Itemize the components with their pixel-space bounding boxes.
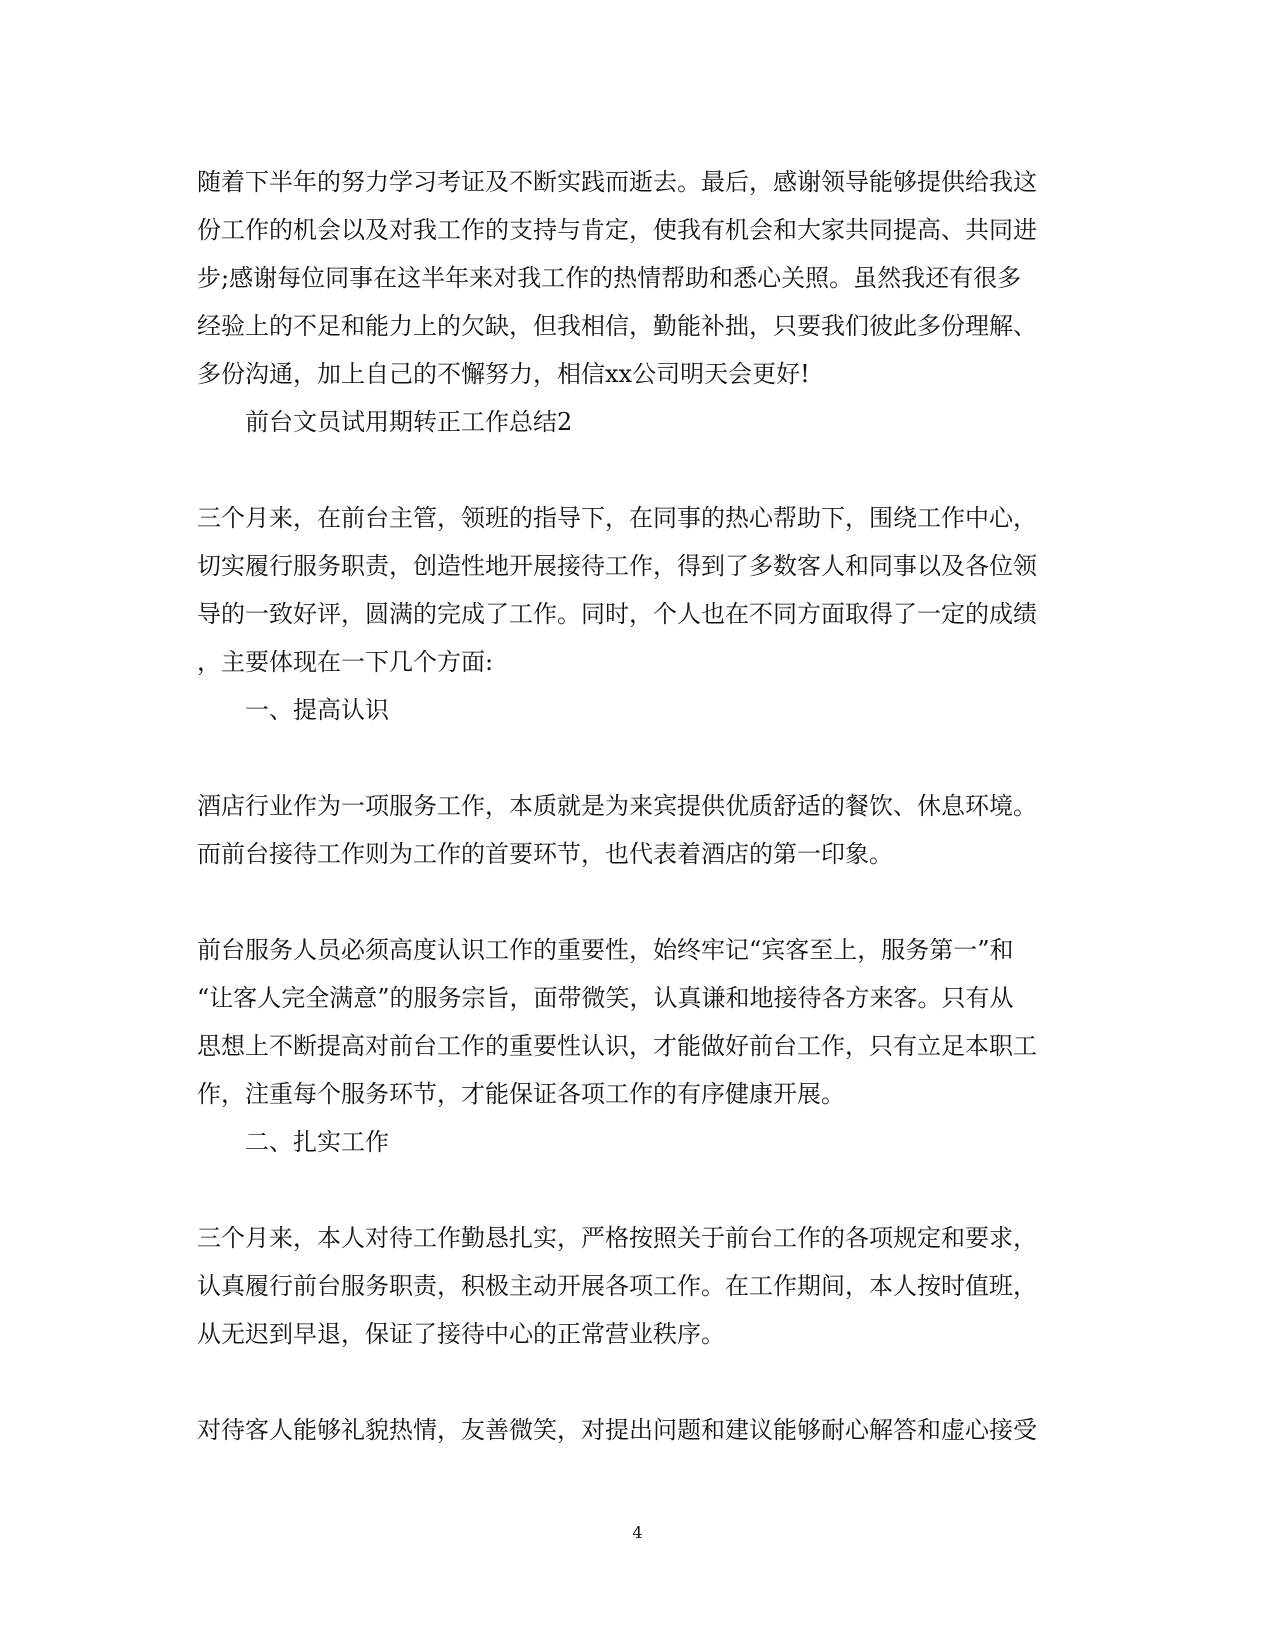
text-line: 前台服务人员必须高度认识工作的重要性，始终牢记“宾客至上，服务第一”和 [197, 936, 1014, 964]
paragraph-closing [197, 158, 1077, 398]
section-title: 前台文员试用期转正工作总结2 [245, 408, 573, 436]
heading-solid-work: 二、扎实工作 [245, 1128, 389, 1156]
paragraph-gap [197, 1166, 1077, 1214]
heading-improve-awareness: 一、提高认识 [245, 696, 389, 724]
text-line: ，主要体现在一下几个方面: [197, 648, 494, 676]
text-line: 酒店行业作为一项服务工作，本质就是为来宾提供优质舒适的餐饮、休息环境。 [197, 792, 1037, 820]
text-line: 随着下半年的努力学习考证及不断实践而逝去。最后，感谢领导能够提供给我这 [197, 168, 1037, 196]
text-line: 而前台接待工作则为工作的首要环节，也代表着酒店的第一印象。 [197, 840, 893, 868]
paragraph-gap [197, 446, 1077, 494]
paragraph-gap [197, 1358, 1077, 1406]
text-line: 认真履行前台服务职责，积极主动开展各项工作。在工作期间，本人按时值班， [197, 1272, 1037, 1300]
paragraph-guests [197, 1406, 1077, 1454]
text-line: 导的一致好评，圆满的完成了工作。同时，个人也在不同方面取得了一定的成绩 [197, 600, 1037, 628]
text-line: 步;感谢每位同事在这半年来对我工作的热情帮助和悉心关照。虽然我还有很多 [197, 264, 1022, 292]
paragraph-intro [197, 494, 1077, 686]
document-body [197, 158, 1077, 1454]
paragraph-three-months [197, 1214, 1077, 1358]
text-line: “让客人完全满意”的服务宗旨，面带微笑，认真谦和地接待各方来客。只有从 [197, 984, 1014, 1012]
paragraph-gap [197, 734, 1077, 782]
text-line: 三个月来，本人对待工作勤恳扎实，严格按照关于前台工作的各项规定和要求， [197, 1224, 1037, 1252]
text-line: 从无迟到早退，保证了接待中心的正常营业秩序。 [197, 1320, 725, 1348]
text-line: 切实履行服务职责，创造性地开展接待工作，得到了多数客人和同事以及各位领 [197, 552, 1037, 580]
text-line: 多份沟通，加上自己的不懈努力，相信xx公司明天会更好! [197, 360, 810, 388]
text-line: 思想上不断提高对前台工作的重要性认识，才能做好前台工作，只有立足本职工 [197, 1032, 1037, 1060]
text-line: 经验上的不足和能力上的欠缺，但我相信，勤能补拙，只要我们彼此多份理解、 [197, 312, 1037, 340]
page-number: 4 [632, 1523, 643, 1542]
text-line: 三个月来，在前台主管，领班的指导下，在同事的热心帮助下，围绕工作中心， [197, 504, 1037, 532]
paragraph-front-desk-staff [197, 926, 1077, 1118]
text-line: 作，注重每个服务环节，才能保证各项工作的有序健康开展。 [197, 1080, 845, 1108]
paragraph-hotel-industry [197, 782, 1077, 878]
text-line: 对待客人能够礼貌热情，友善微笑，对提出问题和建议能够耐心解答和虚心接受 [197, 1416, 1037, 1444]
text-line: 份工作的机会以及对我工作的支持与肯定，使我有机会和大家共同提高、共同进 [197, 216, 1037, 244]
paragraph-gap [197, 878, 1077, 926]
